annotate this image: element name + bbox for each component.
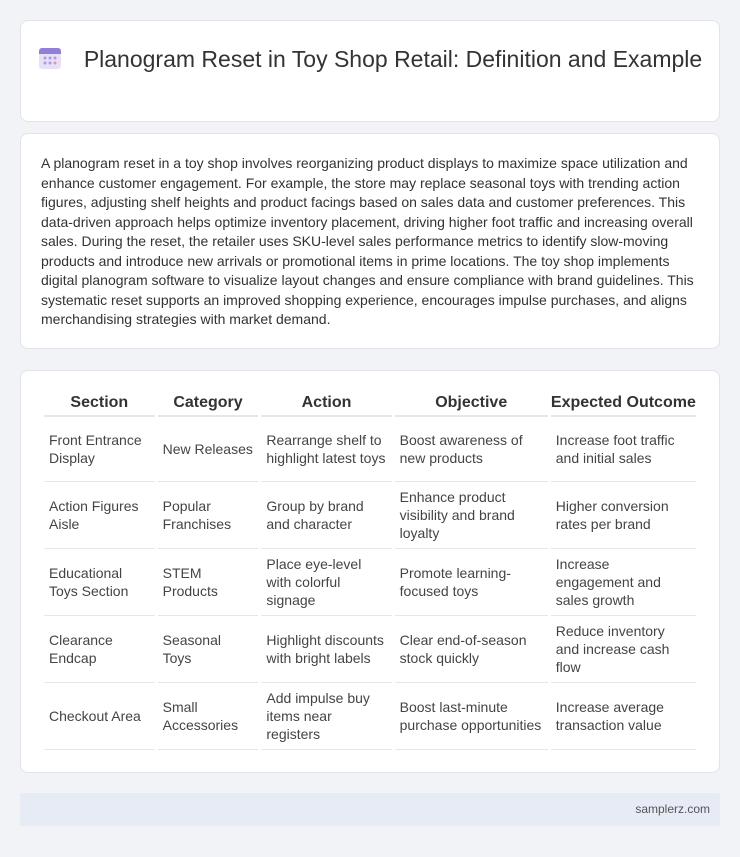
cell-objective: Enhance product visibility and brand loyalty <box>395 482 548 549</box>
cell-section: Checkout Area <box>44 683 155 750</box>
title-card <box>20 20 720 122</box>
cell-section: Action Figures Aisle <box>44 482 155 549</box>
cell-expected-outcome: Reduce inventory and increase cash flow <box>551 616 696 683</box>
header-section: Section <box>44 391 155 417</box>
footer <box>20 793 720 826</box>
footer-site-link[interactable]: samplerz.com <box>635 802 710 816</box>
table-header-row <box>44 391 696 417</box>
header-action: Action <box>261 391 391 417</box>
page-title <box>21 45 719 74</box>
description-card <box>20 133 720 349</box>
cell-category: STEM Products <box>158 549 259 616</box>
cell-action: Highlight discounts with bright labels <box>261 616 391 683</box>
cell-section: Educational Toys Section <box>44 549 155 616</box>
table-row <box>44 616 696 683</box>
cell-objective: Boost awareness of new products <box>395 417 548 482</box>
cell-category: Popular Franchises <box>158 482 259 549</box>
cell-action: Group by brand and character <box>261 482 391 549</box>
cell-section: Clearance Endcap <box>44 616 155 683</box>
table-row <box>44 683 696 750</box>
cell-objective: Promote learning-focused toys <box>395 549 548 616</box>
cell-section: Front Entrance Display <box>44 417 155 482</box>
cell-action: Rearrange shelf to highlight latest toys <box>261 417 391 482</box>
description-text: A planogram reset in a toy shop involves reorganizing product displays to maximize space utilization and enhance customer engagement. For example, the store may replace seasonal toys with trending action figures, adjusting shelf heights and product facings based on sales data and customer preferences. This data-driven approach helps optimize inventory placement, driving higher foot traffic and increasing overall sales. During the reset, the retailer uses SKU-level sales performance metrics to identify slow-moving products and introduce new arrivals or promotional items in prime locations. The toy shop implements digital planogram software to visualize layout changes and ensure compliance with brand guidelines. This systematic reset supports an improved shopping experience, encourages impulse purchases, and aligns merchandising strategies with market demand. <box>41 155 694 327</box>
table-row <box>44 549 696 616</box>
cell-category: Small Accessories <box>158 683 259 750</box>
table-card <box>20 370 720 773</box>
cell-category: Seasonal Toys <box>158 616 259 683</box>
cell-objective: Clear end-of-season stock quickly <box>395 616 548 683</box>
cell-expected-outcome: Higher conversion rates per brand <box>551 482 696 549</box>
cell-action: Add impulse buy items near registers <box>261 683 391 750</box>
cell-expected-outcome: Increase average transaction value <box>551 683 696 750</box>
cell-expected-outcome: Increase foot traffic and initial sales <box>551 417 696 482</box>
table-row <box>44 482 696 549</box>
page-title-text: Planogram Reset in Toy Shop Retail: Definition and Example <box>83 46 703 72</box>
cell-objective: Boost last-minute purchase opportunities <box>395 683 548 750</box>
header-objective: Objective <box>395 391 548 417</box>
table-row <box>44 417 696 482</box>
cell-action: Place eye-level with colorful signage <box>261 549 391 616</box>
cell-category: New Releases <box>158 417 259 482</box>
planogram-table <box>41 391 699 750</box>
header-category: Category <box>158 391 259 417</box>
header-expected-outcome: Expected Outcome <box>551 391 696 417</box>
cell-expected-outcome: Increase engagement and sales growth <box>551 549 696 616</box>
calendar-icon <box>38 46 62 70</box>
